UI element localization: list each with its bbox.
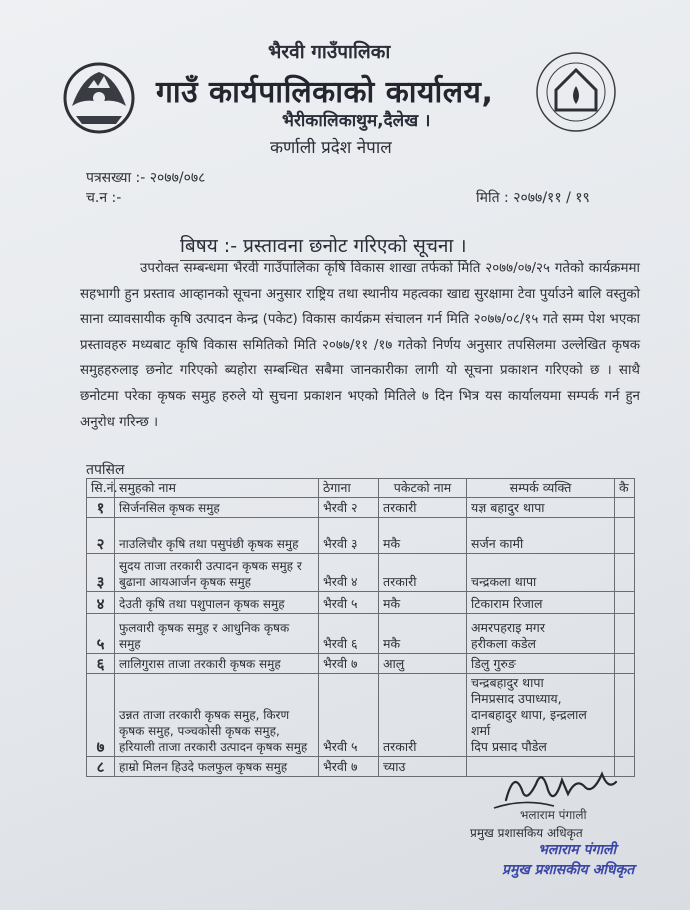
cell-sn: ८: [87, 757, 115, 777]
cell-pocket: तरकारी: [379, 498, 467, 518]
cell-remark: [615, 518, 635, 554]
table-row: [87, 518, 635, 554]
signatory-name: भलाराम पंगाली: [520, 808, 587, 822]
cell-sn: १: [87, 498, 115, 518]
cell-address: भैरवी ६: [319, 614, 379, 654]
cell-group: देउती कृषि तथा पशुपालन कृषक समुह: [115, 592, 319, 614]
cell-sn: ७: [87, 674, 115, 757]
cell-remark: [615, 614, 635, 654]
cell-sn: ५: [87, 614, 115, 654]
cell-contact: टिकाराम रिजाल: [467, 592, 615, 614]
selected-groups-table: [86, 478, 635, 777]
cell-address: भैरवी ७: [319, 757, 379, 777]
cell-pocket: च्याउ: [379, 757, 467, 777]
cell-pocket: मकै: [379, 592, 467, 614]
table-row: [87, 554, 635, 592]
office-title: गाउँ कार्यपालिकाको कार्यालय,: [156, 75, 494, 110]
table-row: [87, 498, 635, 518]
signatory-title: प्रमुख प्रशासकिय अधिकृत: [470, 826, 583, 840]
header-contact: सम्पर्क व्यक्ति: [467, 479, 615, 498]
cell-pocket: आलु: [379, 654, 467, 674]
cell-sn: २: [87, 518, 115, 554]
cell-group: फुलवारी कृषक समुह र आधुनिक कृषक समुह: [115, 614, 319, 654]
letter-number: पत्रसख्या :- २०७७/०७८: [86, 170, 206, 186]
cell-pocket: तरकारी: [379, 554, 467, 592]
header-address: ठेगाना: [319, 479, 379, 498]
cell-contact: डिलु गुरुङ: [467, 654, 615, 674]
cell-remark: [615, 498, 635, 518]
cell-contact: सर्जन कामी: [467, 518, 615, 554]
header-remark: कै: [615, 479, 635, 498]
cell-address: भैरवी ३: [319, 518, 379, 554]
cell-sn: ६: [87, 654, 115, 674]
municipality-name: भैरवी गाउँपालिका: [268, 41, 391, 63]
letter-date: मिति : २०७७/११ / १९: [476, 190, 590, 206]
cell-address: भैरवी २: [319, 498, 379, 518]
cell-pocket: मकै: [379, 518, 467, 554]
cell-group: नाउलिचौर कृषि तथा पसुपंछी कृषक समुह: [115, 518, 319, 554]
province-name: कर्णाली प्रदेश नेपाल: [270, 138, 392, 158]
cell-pocket: मकै: [379, 614, 467, 654]
header-pocket: पकेटको नाम: [379, 479, 467, 498]
cell-sn: ४: [87, 592, 115, 614]
cell-address: भैरवी ७: [319, 654, 379, 674]
header-sn: सि.नं.: [87, 479, 115, 498]
cell-remark: [615, 654, 635, 674]
cell-contact: चन्द्रबहादुर थापा निमप्रसाद उपाध्याय, दानबहादुर थापा, इन्द्रलाल शर्मा दिप प्रसाद पौडेल: [467, 674, 615, 757]
cell-group: हाम्रो मिलन हिउदे फलफुल कृषक समुह: [115, 757, 319, 777]
cell-address: भैरवी ४: [319, 554, 379, 592]
table-row: [87, 654, 635, 674]
cell-group: उन्नत ताजा तरकारी कृषक समुह, किरण कृषक समुह, पञ्चकोसी कृषक समुह, हरियाली ताजा तरकारी उत्पादन कृषक समुह: [115, 674, 319, 757]
stamp-title: प्रमुख प्रशासकीय अधिकृत: [502, 862, 635, 878]
subject-line: [180, 232, 467, 258]
cell-address: भैरवी ५: [319, 674, 379, 757]
cell-contact: यज्ञ बहादुर थापा: [467, 498, 615, 518]
municipality-seal-icon: [534, 50, 618, 134]
subject-text: बिषय :- प्रस्तावना छनोट गरिएको सूचना ।: [180, 235, 467, 257]
dispatch-number: च.न :-: [86, 190, 122, 206]
cell-group: सिर्जनसिल कृषक समुह: [115, 498, 319, 518]
cell-group: लालिगुरास ताजा तरकारी कृषक समुह: [115, 654, 319, 674]
cell-remark: [615, 554, 635, 592]
cell-remark: [615, 592, 635, 614]
cell-contact: अमरपहराइ मगर हरीकला कडेल: [467, 614, 615, 654]
table-header-row: [87, 479, 635, 498]
stamp-name: भलाराम पंगाली: [538, 842, 617, 858]
notice-body: उपरोक्त सम्बन्धमा भैरवी गाउँपालिका कृषि विकास शाखा तर्फको मिति २०७७/०७/२५ गतेको कार्यक्रममा सहभागी हुन प्रस्ताव आव्हानको सूचना अनुसार राष्ट्रिय तथा स्थानीय महत्वका खाद्य सुरक्षामा टेवा पुर्याउने बालि वस्तुको साना व्यावसायीक कृषि उत्पादन केन्द्र (पकेट) विकास कार्यक्रम संचालन गर्न मिति २०७७/०८/१५ गते सम्म पेश भएका प्रस्तावहरु मध्यबाट कृषि विकास समितिको मिति २०७७/११ /१७ गतेको निर्णय अनुसार तपसिलमा उल्लेखित कृषक समुहहरुलाइ छनोट गरिएको ब्यहोरा सम्बन्धित सबैमा जानकारीका लागी यो सूचना प्रकाशन गरिएको छ । साथै छनोटमा परेका कृषक समुह हरुले यो सुचना प्रकाशन भएको मितिले ७ दिन भित्र यस कार्यालयमा सम्पर्क गर्न हुन अनुरोध गरिन्छ ।: [80, 261, 640, 430]
cell-group: सुदय ताजा तरकारी उत्पादन कृषक समुह र बुढाना आयआर्जन कृषक समुह: [115, 554, 319, 592]
cell-pocket: तरकारी: [379, 674, 467, 757]
table-row: [87, 674, 635, 757]
table-row: [87, 614, 635, 654]
cell-contact: चन्द्रकला थापा: [467, 554, 615, 592]
cell-address: भैरवी ५: [319, 592, 379, 614]
cell-sn: ३: [87, 554, 115, 592]
table-row: [87, 592, 635, 614]
office-address: भैरीकालिकाथुम,दैलेख ।: [282, 111, 431, 131]
header-group: समुहको नाम: [115, 479, 319, 498]
cell-remark: [615, 674, 635, 757]
table-caption: तपसिल: [86, 462, 125, 478]
nepal-government-emblem-icon: [58, 58, 140, 136]
